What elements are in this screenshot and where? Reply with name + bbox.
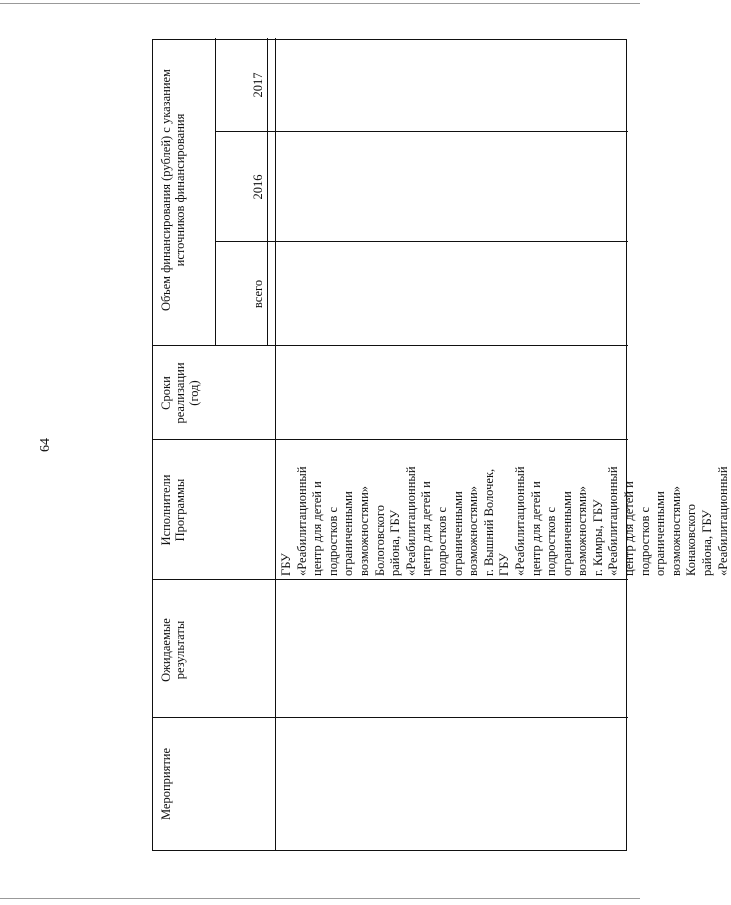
- header-executors: Исполнители Программы: [159, 474, 187, 546]
- header-period: Сроки реализации (год): [159, 362, 201, 424]
- executors-line: ГБУ: [497, 553, 512, 576]
- executors-line: подростков с: [434, 506, 449, 576]
- executors-line: Бологовского: [372, 505, 387, 576]
- executors-line: возможностями»: [575, 485, 590, 576]
- col-sep-6: [215, 131, 628, 132]
- col-sep-2: [153, 579, 628, 580]
- funding-table: [152, 39, 730, 851]
- executors-line: г. Кимры, ГБУ: [590, 499, 605, 576]
- executors-line: центр для детей и: [528, 481, 543, 576]
- scan-bottom-edge: [0, 898, 640, 899]
- col-sep-3: [153, 439, 628, 440]
- executors-line: района, ГБУ: [700, 509, 715, 576]
- header-funding: Объем финансирования (рублей) с указанием источников финансирования: [159, 69, 187, 311]
- subheader-rule: [267, 38, 268, 346]
- header-activity: Мероприятие: [159, 747, 173, 821]
- executors-cell: [279, 446, 730, 576]
- rotated-table-container: [152, 39, 730, 851]
- header-total: всего: [251, 279, 265, 309]
- executors-line: Конаковского: [684, 503, 699, 576]
- executors-line: центр для детей и: [310, 481, 325, 576]
- executors-line: подростков с: [325, 506, 340, 576]
- executors-line: возможностями»: [356, 485, 371, 576]
- executors-line: центр для детей и: [419, 481, 434, 576]
- executors-line: «Реабилитационный: [403, 466, 418, 576]
- header-2016: 2016: [251, 174, 265, 200]
- executors-line: ограниченными: [653, 491, 668, 576]
- executors-line: «Реабилитационный: [294, 466, 309, 576]
- executors-line: возможностями»: [668, 485, 683, 576]
- executors-line: ограниченными: [450, 491, 465, 576]
- page-number: 64: [38, 438, 53, 452]
- executors-line: ГБУ: [279, 553, 293, 576]
- executors-line: ограниченными: [559, 491, 574, 576]
- executors-line: центр для детей и: [622, 481, 637, 576]
- header-results: Ожидаемые результаты: [159, 618, 187, 682]
- executors-line: района, ГБУ: [388, 509, 403, 576]
- executors-line: подростков с: [637, 506, 652, 576]
- col-sep-5: [215, 241, 628, 242]
- executors-line: возможностями»: [466, 485, 481, 576]
- funding-title-rule: [215, 38, 216, 346]
- header-bottom-rule: [275, 38, 276, 850]
- executors-line: г. Вышний Волочек,: [481, 468, 496, 576]
- executors-line: «Реабилитационный: [715, 466, 730, 576]
- executors-line: «Реабилитационный: [606, 466, 621, 576]
- col-sep-1: [153, 717, 628, 718]
- col-sep-4: [153, 345, 628, 346]
- scan-top-edge: [0, 3, 640, 4]
- header-2017: 2017: [251, 72, 265, 98]
- executors-line: ограниченными: [341, 491, 356, 576]
- executors-line: «Реабилитационный: [512, 466, 527, 576]
- executors-line: подростков с: [544, 506, 559, 576]
